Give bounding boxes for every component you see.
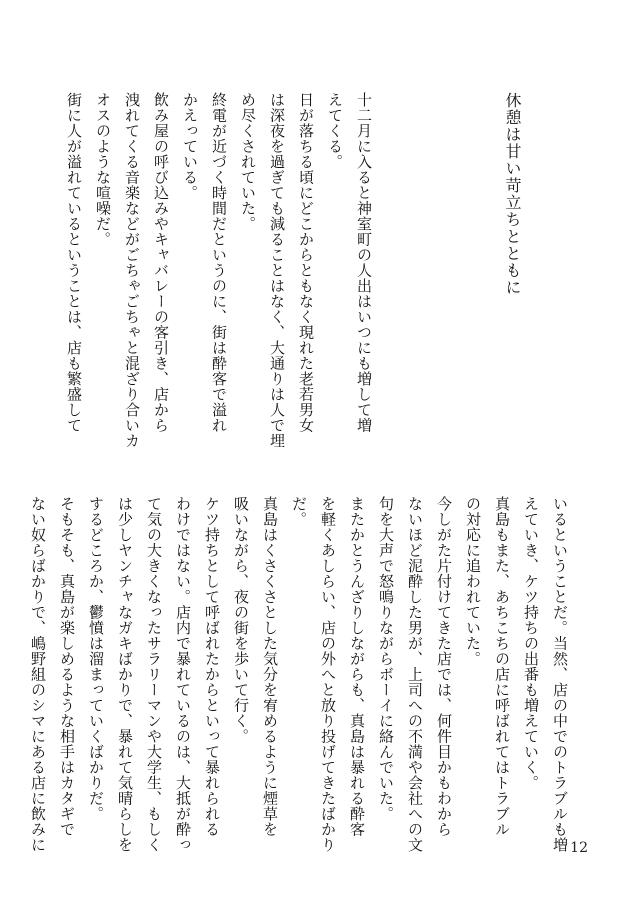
text-line: を軽くあしらい、店の外へと放り投げてきたばかり xyxy=(319,496,337,853)
page-number: 12 xyxy=(570,840,588,856)
text-line: いるということだ。当然、店の中でのトラブルも増 xyxy=(551,496,569,853)
text-line: えていき、ケツ持ちの出番も増えていく。 xyxy=(522,496,540,791)
text-line: 句を大声で怒鳴りながらボーイに絡んでいた。 xyxy=(377,496,395,822)
upper-text-block xyxy=(59,92,378,449)
text-line: 真島はくさくさとした気分を宥めるように煙草を xyxy=(261,496,279,837)
text-line: 日が落ちる頃にどこからともなく現れた老若男女 xyxy=(297,92,315,433)
text-line: わけではない。店内で暴れているのは、大抵が酔っ xyxy=(174,496,192,853)
text-line: ケツ持ちとして呼ばれたからといって暴れられる xyxy=(203,496,221,837)
text-line: 吸いながら、夜の街を歩いて行く。 xyxy=(232,496,250,744)
text-line: は少しヤンチャなガキばかりで、暴れて気晴らしを xyxy=(116,496,134,853)
text-line: えてくる。 xyxy=(326,92,344,170)
text-line: そもそも、真島が楽しめるような相手はカタギで xyxy=(58,496,76,837)
text-line: 真島もまた、あちこちの店に呼ばれてはトラブル xyxy=(493,496,511,837)
text-line: ないほど泥酔した男が、上司への不満や会社への文 xyxy=(406,496,424,853)
chapter-title: 休憩は甘い苛立ちとともに xyxy=(503,92,522,296)
text-line: 街に人が溢れているということは、店も繁盛して xyxy=(65,92,83,433)
text-line: するどころか、鬱憤は溜まっていくばかりだ。 xyxy=(87,496,105,822)
text-line: 十二月に入ると神室町の人出はいつにも増して増 xyxy=(355,92,373,433)
text-line: かえっている。 xyxy=(181,92,199,201)
text-line: て気の大きくなったサラリーマンや大学生、もしく xyxy=(145,496,163,853)
text-line: は深夜を過ぎても減ることはなく、大通りは人で埋 xyxy=(268,92,286,449)
text-line: 終電が近づく時間だというのに、街は酔客で溢れ xyxy=(210,92,228,433)
text-line: オスのような喧噪だ。 xyxy=(94,92,112,247)
lower-text-block xyxy=(23,496,574,853)
text-line: め尽くされていた。 xyxy=(239,92,257,232)
text-line: ない奴らばかりで、嶋野組のシマにある店に飲みに xyxy=(29,496,47,853)
text-line: 今しがた片付けてきた店では、何件目かもわから xyxy=(435,496,453,837)
text-line: だ。 xyxy=(290,496,308,527)
text-line: の対応に追われていた。 xyxy=(464,496,482,667)
text-line: 洩れてくる音楽などがごちゃごちゃと混ざり合いカ xyxy=(123,92,141,449)
text-line: 飲み屋の呼び込みやキャバレーの客引き、店から xyxy=(152,92,170,433)
text-line: またかとうんざりしながらも、真島は暴れる酔客 xyxy=(348,496,366,837)
